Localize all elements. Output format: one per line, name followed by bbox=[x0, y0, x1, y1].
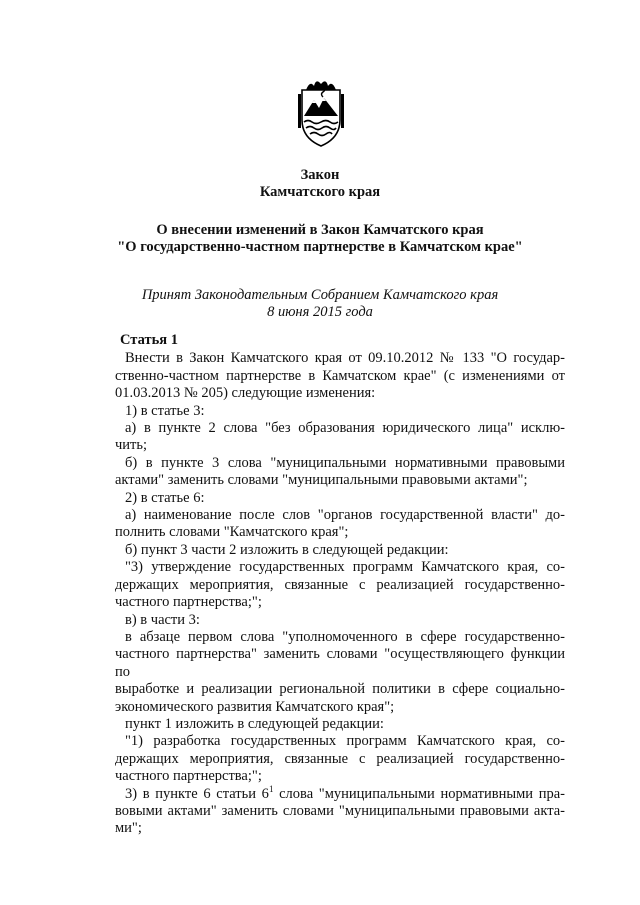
article-line: "3) утверждение государственных программ Камчатского края, со- bbox=[125, 559, 565, 576]
article-lines bbox=[115, 350, 565, 785]
article-line: пункт 1 изложить в следующей редакции: bbox=[125, 715, 384, 732]
article-line: экономического развития Камчатского края"; bbox=[115, 698, 395, 715]
doc-type: Закон bbox=[300, 167, 340, 183]
article-title: Статья 1 bbox=[120, 332, 178, 348]
article-line: б) в пункте 3 слова "муниципальными нормативными правовыми bbox=[125, 454, 565, 471]
article-line: Внести в Закон Камчатского края от 09.10.2012 № 133 "О государ- bbox=[125, 350, 565, 367]
article-line: "1) разработка государственных программ Камчатского края, со- bbox=[125, 733, 565, 750]
kamchatka-coat-of-arms-icon bbox=[296, 76, 346, 148]
article-line: частного партнерства" заменить словами "осуществляющего функции по bbox=[115, 646, 565, 680]
article-line: держащих мероприятия, связанные с реализацией государственно- bbox=[115, 750, 565, 767]
article-line: полнить словами "Камчатского края"; bbox=[115, 524, 349, 541]
doc-region: Камчатского края bbox=[259, 184, 381, 200]
superscript: 1 bbox=[268, 783, 274, 794]
article-line: частного партнерства;"; bbox=[115, 594, 262, 611]
article-line: 1) в статье 3: bbox=[125, 402, 205, 419]
article-line: держащих мероприятия, связанные с реализацией государственно- bbox=[115, 576, 565, 593]
article-line: выработке и реализации региональной политики в сфере социально- bbox=[115, 681, 565, 698]
article-line-item3-3: ми"; bbox=[115, 820, 142, 837]
article-line: ственно-частном партнерстве в Камчатском крае" (с изменениями от bbox=[115, 367, 565, 384]
article-line: актами" заменить словами "муниципальными правовыми актами"; bbox=[115, 472, 528, 489]
adoption-line-1: Принят Законодательным Собранием Камчатского края bbox=[141, 287, 499, 303]
subject-line-2: "О государственно-частном партнерстве в Камчатском крае" bbox=[117, 239, 523, 255]
adoption-line-2: 8 июня 2015 года bbox=[267, 304, 373, 320]
article-body bbox=[115, 332, 565, 838]
article-line: а) наименование после слов "органов государственной власти" до- bbox=[125, 507, 565, 524]
article-line: б) пункт 3 части 2 изложить в следующей редакции: bbox=[125, 541, 449, 558]
article-line: в) в части 3: bbox=[125, 611, 200, 628]
article-line: 2) в статье 6: bbox=[125, 489, 205, 506]
article-line: чить; bbox=[115, 437, 148, 454]
subject-line-1: О внесении изменений в Закон Камчатского края bbox=[156, 222, 484, 238]
article-line-item3-1: 3) в пункте 6 статьи $6^1$ слова "муниципальными нормативными пра- bbox=[125, 783, 565, 802]
article-line: частного партнерства;"; bbox=[115, 768, 262, 785]
article-line: 01.03.2013 № 205) следующие изменения: bbox=[115, 385, 376, 402]
article-line: в абзаце первом слова "уполномоченного в сфере государственно- bbox=[125, 628, 565, 645]
article-line-item3-2: вовыми актами" заменить словами "муниципальными правовыми акта- bbox=[115, 802, 565, 819]
article-line: а) в пункте 2 слова "без образования юридического лица" исклю- bbox=[125, 420, 565, 437]
